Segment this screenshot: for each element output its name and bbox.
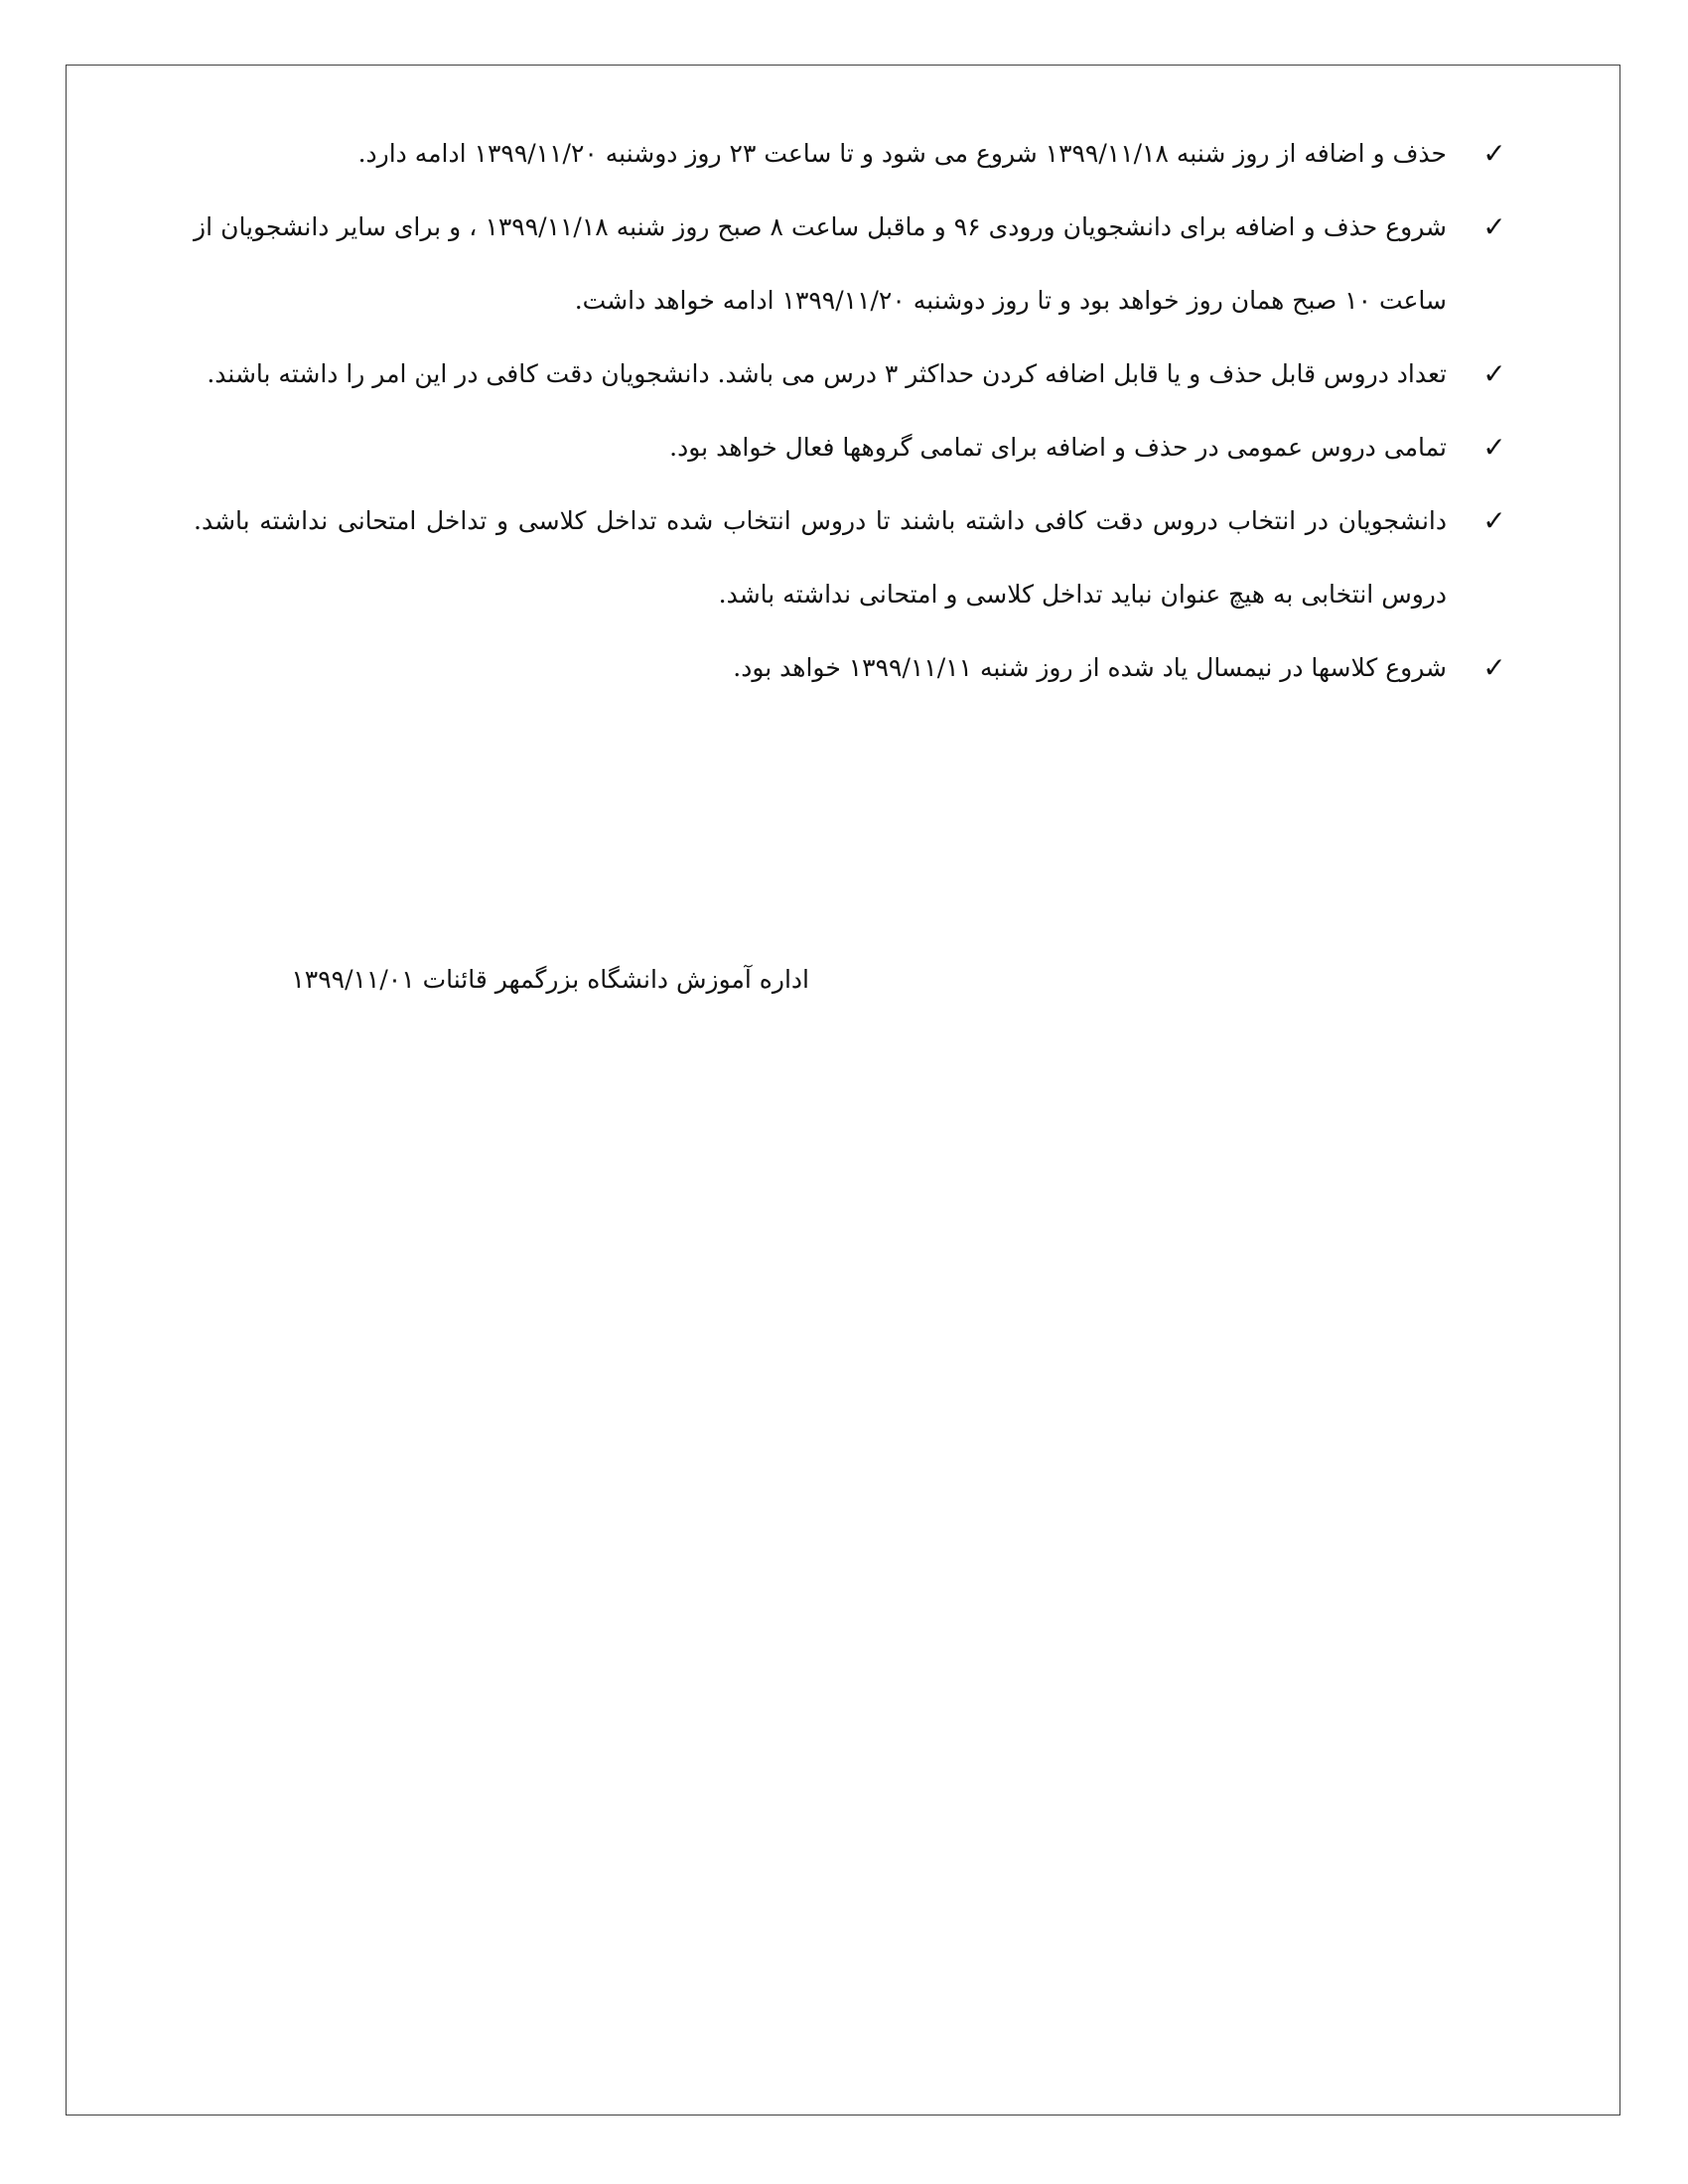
notice-item: [194, 631, 1504, 705]
notice-list: [194, 117, 1504, 705]
notice-item-text: حذف و اضافه از روز شنبه ۱۳۹۹/۱۱/۱۸ شروع می شود و تا ساعت ۲۳ روز دوشنبه ۱۳۹۹/۱۱/۲۰ ادامه دارد.: [357, 139, 1447, 168]
check-mark-icon: ✓: [1482, 357, 1506, 390]
notice-item-text: شروع کلاسها در نیمسال یاد شده از روز شنبه ۱۳۹۹/۱۱/۱۱ خواهد بود.: [733, 653, 1447, 682]
notice-item: [194, 411, 1504, 484]
signature-line: اداره آموزش دانشگاه بزرگمهر قائنات ۱۳۹۹/۱۱/۰۱: [291, 965, 809, 994]
notice-item: [194, 117, 1504, 191]
notice-item: [194, 191, 1504, 338]
notice-item-text: دانشجویان در انتخاب دروس دقت کافی داشته باشند تا دروس انتخاب شده تداخل کلاسی و تداخل امتحانی نداشته باشد. دروس انتخابی به هیچ عنوان نباید تداخل کلاسی و امتحانی نداشته باشد.: [194, 506, 1447, 609]
notice-item-text: شروع حذف و اضافه برای دانشجویان ورودی ۹۶ و ماقبل ساعت ۸ صبح روز شنبه ۱۳۹۹/۱۱/۱۸ ، و برای سایر دانشجویان از ساعت ۱۰ صبح همان روز خواهد بود و تا روز دوشنبه ۱۳۹۹/۱۱/۲۰ ادامه خواهد داشت.: [194, 212, 1447, 315]
notice-item: [194, 484, 1504, 631]
notice-item-text: تمامی دروس عمومی در حذف و اضافه برای تمامی گروهها فعال خواهد بود.: [669, 433, 1447, 462]
check-mark-icon: ✓: [1482, 651, 1506, 684]
check-mark-icon: ✓: [1482, 210, 1506, 243]
notice-item-text: تعداد دروس قابل حذف و یا قابل اضافه کردن حداکثر ۳ درس می باشد. دانشجویان دقت کافی در این امر را داشته باشند.: [207, 359, 1447, 388]
notice-item: [194, 338, 1504, 411]
check-mark-icon: ✓: [1482, 137, 1506, 170]
check-mark-icon: ✓: [1482, 431, 1506, 464]
check-mark-icon: ✓: [1482, 504, 1506, 537]
